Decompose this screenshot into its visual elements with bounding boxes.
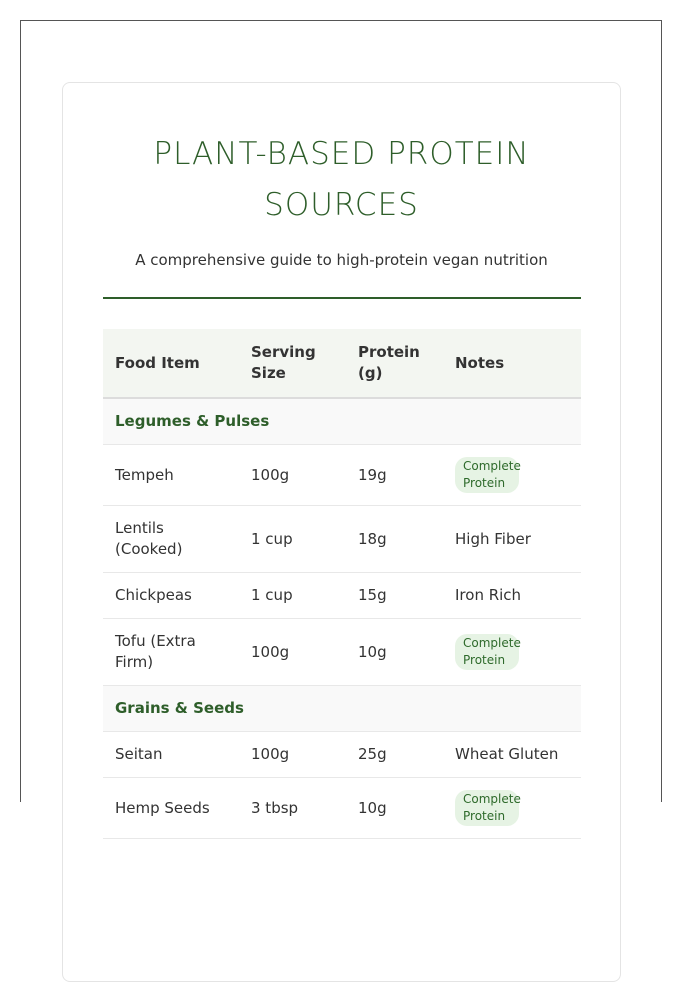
protein-cell: 10g [346, 778, 443, 839]
notes-cell [443, 778, 581, 839]
serving-cell: 100g [239, 732, 346, 778]
category-label: Legumes & Pulses [103, 398, 581, 445]
serving-cell: 100g [239, 619, 346, 686]
column-header-notes: Notes [443, 329, 581, 398]
page-frame [20, 20, 662, 823]
notes-cell: Iron Rich [443, 573, 581, 619]
notes-cell [443, 445, 581, 506]
serving-cell: 1 cup [239, 506, 346, 573]
title-divider [103, 297, 581, 299]
food-item-cell: Seitan [103, 732, 239, 778]
table-header [103, 329, 581, 398]
column-header-food-item: Food Item [103, 329, 239, 398]
protein-cell: 19g [346, 445, 443, 506]
table-row [103, 573, 581, 619]
food-item-cell: Tofu (Extra Firm) [103, 619, 239, 686]
table-row [103, 732, 581, 778]
column-header-protein: Protein (g) [346, 329, 443, 398]
notes-cell [443, 619, 581, 686]
table-row [103, 778, 581, 839]
column-header-serving-size: Serving Size [239, 329, 346, 398]
notes-cell: High Fiber [443, 506, 581, 573]
food-item-cell: Tempeh [103, 445, 239, 506]
serving-cell: 100g [239, 445, 346, 506]
protein-cell: 25g [346, 732, 443, 778]
food-item-cell: Chickpeas [103, 573, 239, 619]
food-item-cell: Hemp Seeds [103, 778, 239, 839]
category-row [103, 398, 581, 445]
page-subtitle: A comprehensive guide to high-protein vegan nutrition [135, 251, 548, 269]
serving-cell: 1 cup [239, 573, 346, 619]
protein-table [103, 329, 581, 839]
note-badge: Complete Protein [455, 634, 519, 670]
serving-cell: 3 tbsp [239, 778, 346, 839]
note-badge: Complete Protein [455, 790, 519, 826]
table-row [103, 506, 581, 573]
notes-cell: Wheat Gluten [443, 732, 581, 778]
table-row [103, 619, 581, 686]
category-row [103, 686, 581, 732]
protein-cell: 18g [346, 506, 443, 573]
protein-cell: 10g [346, 619, 443, 686]
note-badge: Complete Protein [455, 457, 519, 493]
header-row [103, 329, 581, 398]
table-row [103, 445, 581, 506]
content-card [62, 82, 621, 982]
page-title: PLANT-BASED PROTEIN SOURCES [153, 136, 530, 223]
food-item-cell: Lentils (Cooked) [103, 506, 239, 573]
category-label: Grains & Seeds [103, 686, 581, 732]
table-body [103, 398, 581, 839]
protein-cell: 15g [346, 573, 443, 619]
